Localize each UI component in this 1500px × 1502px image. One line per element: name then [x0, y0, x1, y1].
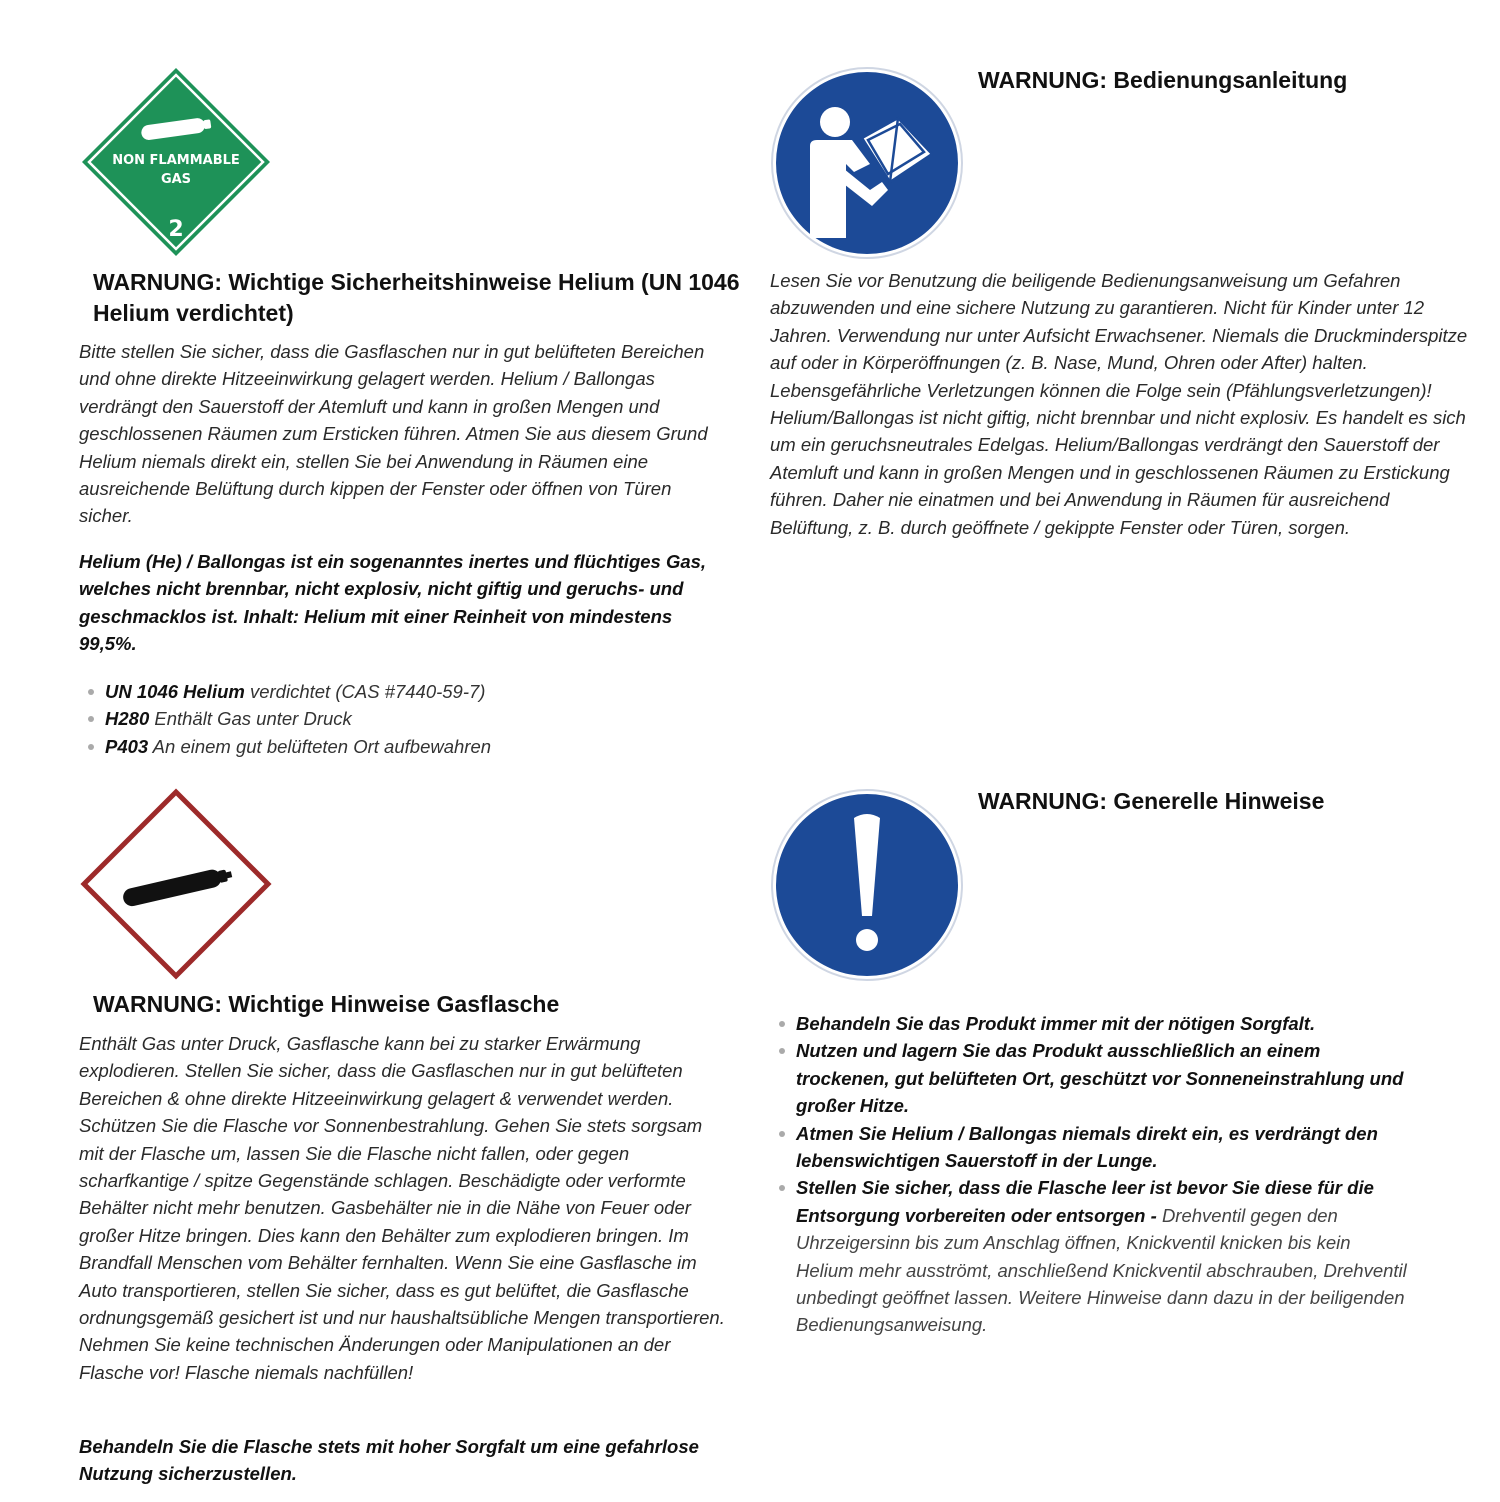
non-flammable-gas-label — [80, 66, 272, 258]
section3-title: WARNUNG: Wichtige Hinweise Gasflasche — [93, 991, 560, 1017]
section4-bullet-list — [770, 1010, 1410, 1339]
section1-bold-paragraph: Helium (He) / Ballongas ist ein sogenanntes inertes und flüchtiges Gas, welches nicht brennbar, nicht explosiv, nicht giftig und geruchs- und geschmacklos ist. Inhalt: Helium mit einer Reinheit von mindestens 99,5%. — [79, 551, 707, 655]
section1-paragraph: Bitte stellen Sie sicher, dass die Gasflaschen nur in gut belüfteten Bereichen und ohne direkte Hitzeeinwirkung gelagert werden. Helium / Ballongas verdrängt den Sauerstoff der Atemluft und kann in großen Mengen und geschlossenen Räumen zum Ersticken führen. Atmen Sie aus diesem Grund Helium niemals direkt ein, stellen Sie bei Anwendung in Räumen eine ausreichende Belüftung durch kippen der Fenster oder öffnen von Türen sicher. — [79, 341, 708, 527]
section1-title: WARNUNG: Wichtige Sicherheitshinweise Helium (UN 1046 Helium verdichtet) — [93, 269, 740, 326]
non-flammable-gas-icon — [80, 66, 272, 258]
section2-paragraph: Lesen Sie vor Benutzung die beiligende Bedienungsanweisung um Gefahren abzuwenden und eine sichere Nutzung zu garantieren. Nicht für Kinder unter 12 Jahren. Verwendung nur unter Aufsicht Erwachsener. Niemals die Druckminderspitze auf oder in Körperöffnungen (z. B. Nase, Mund, Ohren oder After) halten. Lebensgefährliche Verletzungen können die Folge sein (Pfählungsverletzungen)! Helium/Ballongas ist nicht giftig, nicht brennbar und nicht explosiv. Es handelt es sich um ein geruchsneutrales Edelgas. Helium/Ballongas verdrängt den Sauerstoff der Atemluft und kann in großen Mengen und in geschlossenen Räumen zu Erstickung führen. Daher nie einatmen und bei Anwendung in Räumen für ausreichend Belüftung, z. B. durch geöffnete / gekippte Fenster oder Türen, sorgen. — [770, 270, 1468, 538]
sign-number: 2 — [168, 217, 184, 242]
gas-cylinder-pictogram — [80, 788, 272, 980]
gas-cylinder-icon — [80, 788, 272, 980]
list-item: UN 1046 Helium verdichtet (CAS #7440-59-7) — [79, 678, 729, 705]
sign-line1: NON FLAMMABLE — [112, 153, 240, 168]
read-manual-icon — [770, 66, 964, 260]
list-item: Atmen Sie Helium / Ballongas niemals direkt ein, es verdrängt den lebenswichtigen Sauerstoff in der Lunge. — [770, 1120, 1410, 1175]
section2-title: WARNUNG: Bedienungsanleitung — [978, 67, 1348, 93]
read-manual-sign — [770, 66, 964, 260]
list-item: Nutzen und lagern Sie das Produkt ausschließlich an einem trockenen, gut belüfteten Ort, geschützt vor Sonneneinstrahlung und großer Hitze. — [770, 1037, 1410, 1119]
sign-line2: GAS — [160, 172, 192, 187]
section4-title: WARNUNG: Generelle Hinweise — [978, 788, 1325, 814]
section1-bullet-list — [79, 678, 729, 760]
exclamation-icon — [770, 788, 964, 982]
list-item: Stellen Sie sicher, dass die Flasche leer ist bevor Sie diese für die Entsorgung vorbereiten oder entsorgen - Drehventil gegen den Uhrzeigersinn bis zum Anschlag öffnen, Knickventil knicken bis kein Helium mehr ausströmt, anschließend Knickventil abschrauben, Drehventil unbedingt geöffnet lassen. Weitere Hinweise dann dazu in der beiligenden Bedienungsanweisung. — [770, 1174, 1410, 1338]
section3-paragraph: Enthält Gas unter Druck, Gasflasche kann bei zu starker Erwärmung explodieren. Stellen Sie sicher, dass die Gasflaschen nur in gut belüfteten Bereichen & ohne direkte Hitzeeinwirkung gelagert & verwendet werden. Schützen Sie die Flasche vor Sonnenbestrahlung. Gehen Sie stets sorgsam mit der Flasche um, lassen Sie die Flasche nicht fallen, oder gegen scharfkantige / spitze Gegenstände schlagen. Beschädigte oder verformte Behälter nicht mehr benutzen. Gasbehälter nie in die Nähe von Feuer oder großer Hitze bringen. Dies kann den Behälter zum explodieren bringen. Im Brandfall Menschen vom Behälter fernhalten. Wenn Sie eine Gasflasche im Auto transportieren, stellen Sie sicher, dass es gut belüftet, die Gasflasche ordnungsgemäß gesichert ist und nur haushaltsübliche Mengen transportieren. Nehmen Sie keine technischen Änderungen oder Manipulationen an der Flasche vor! Flasche niemals nachfüllen! — [79, 1033, 725, 1383]
list-item: Behandeln Sie das Produkt immer mit der nötigen Sorgfalt. — [770, 1010, 1410, 1037]
section3-bold-paragraph: Behandeln Sie die Flasche stets mit hoher Sorgfalt um eine gefahrlose Nutzung sicherzustellen. — [79, 1436, 699, 1485]
list-item: P403 An einem gut belüfteten Ort aufbewahren — [79, 733, 729, 760]
general-mandatory-sign — [770, 788, 964, 982]
list-item: H280 Enthält Gas unter Druck — [79, 705, 729, 732]
